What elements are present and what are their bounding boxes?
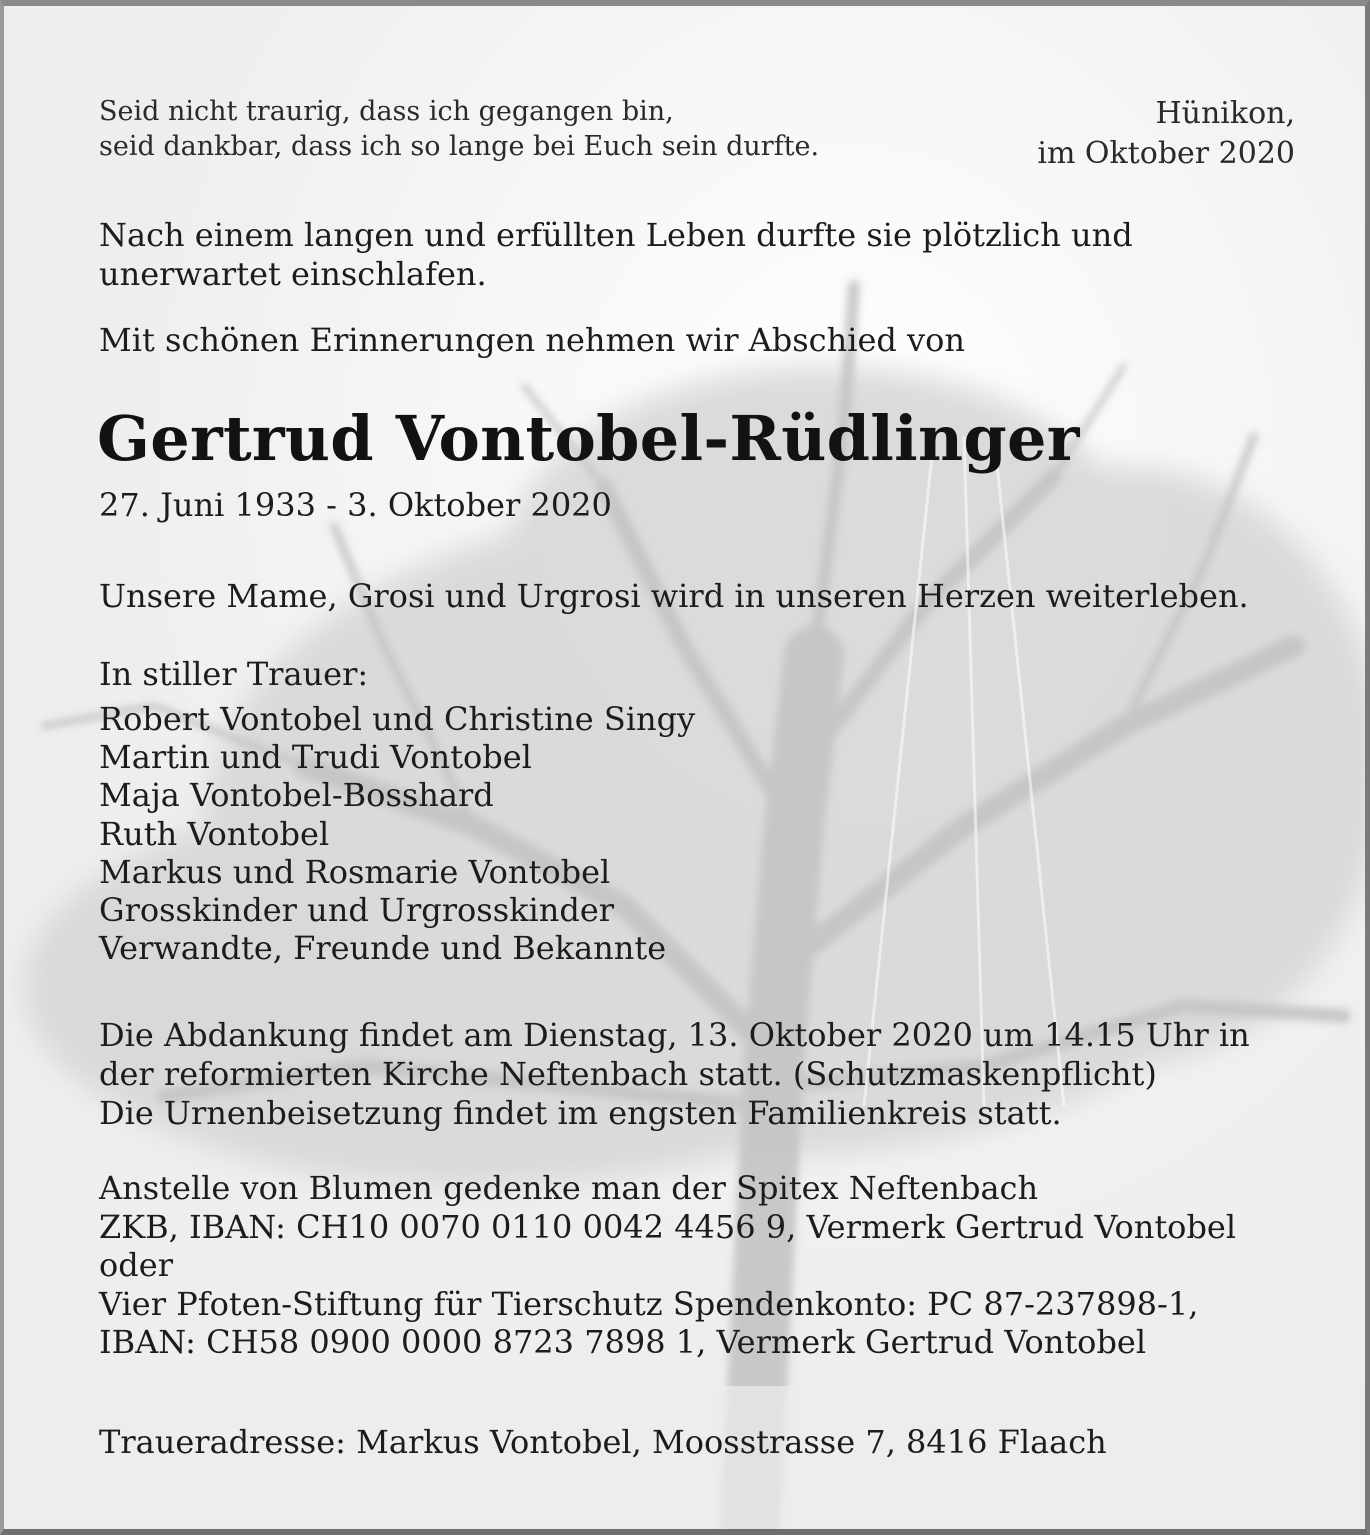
donation-line: oder: [99, 1246, 173, 1285]
donation-bank-line: IBAN: CH58 0900 0000 8723 7898 1, Vermerk Gertrud Vontobel: [99, 1323, 1147, 1362]
life-dates: 27. Juni 1933 - 3. Oktober 2020: [99, 486, 612, 524]
donation-info: [99, 1169, 1236, 1362]
mourner-name: Ruth Vontobel: [99, 814, 330, 853]
mourner-name: Markus und Rosmarie Vontobel: [99, 852, 611, 891]
remembrance-line: Unsere Mame, Grosi und Urgrosi wird in unseren Herzen weiterleben.: [99, 577, 1249, 615]
mourning-label: In stiller Trauer:: [99, 655, 369, 693]
mourning-address: Traueradresse: Markus Vontobel, Moosstrasse 7, 8416 Flaach: [99, 1423, 1107, 1461]
place-and-date: [1037, 94, 1295, 174]
service-line: der reformierten Kirche Neftenbach statt. (Schutzmaskenpflicht): [99, 1055, 1157, 1093]
deceased-name: Gertrud Vontobel-Rüdlinger: [97, 402, 1080, 475]
donation-bank-line: Vier Pfoten-Stiftung für Tierschutz Spendenkonto: PC 87-237898-1,: [99, 1284, 1199, 1323]
mourners-list: [99, 700, 695, 967]
service-line: Die Abdankung findet am Dienstag, 13. Oktober 2020 um 14.15 Uhr in: [99, 1016, 1250, 1054]
motto-line: Seid nicht traurig, dass ich gegangen bin,: [99, 96, 674, 127]
place-line: Hünikon,: [1155, 96, 1295, 131]
intro-paragraph: [99, 216, 1133, 294]
service-info: [99, 1016, 1250, 1133]
intro-line: Nach einem langen und erfüllten Leben durfte sie plötzlich und: [99, 216, 1133, 254]
intro-line: unerwartet einschlafen.: [99, 255, 487, 293]
mourner-name: Robert Vontobel und Christine Singy: [99, 700, 696, 738]
mourner-name: Grosskinder und Urgrosskinder: [99, 891, 615, 930]
motto-quote: [99, 94, 819, 164]
donation-line: Anstelle von Blumen gedenke man der Spitex Neftenbach: [99, 1169, 1039, 1207]
donation-bank-line: ZKB, IBAN: CH10 0070 0110 0042 4456 9, Vermerk Gertrud Vontobel: [99, 1207, 1237, 1246]
service-line: Die Urnenbeisetzung findet im engsten Familienkreis statt.: [99, 1094, 1062, 1132]
motto-line: seid dankbar, dass ich so lange bei Euch sein durfte.: [99, 131, 820, 162]
mourner-name: Verwandte, Freunde und Bekannte: [99, 929, 667, 968]
mourner-name: Martin und Trudi Vontobel: [99, 738, 532, 777]
mourner-name: Maja Vontobel-Bosshard: [99, 776, 494, 815]
farewell-line: Mit schönen Erinnerungen nehmen wir Abschied von: [99, 321, 965, 359]
date-line: im Oktober 2020: [1037, 136, 1295, 171]
